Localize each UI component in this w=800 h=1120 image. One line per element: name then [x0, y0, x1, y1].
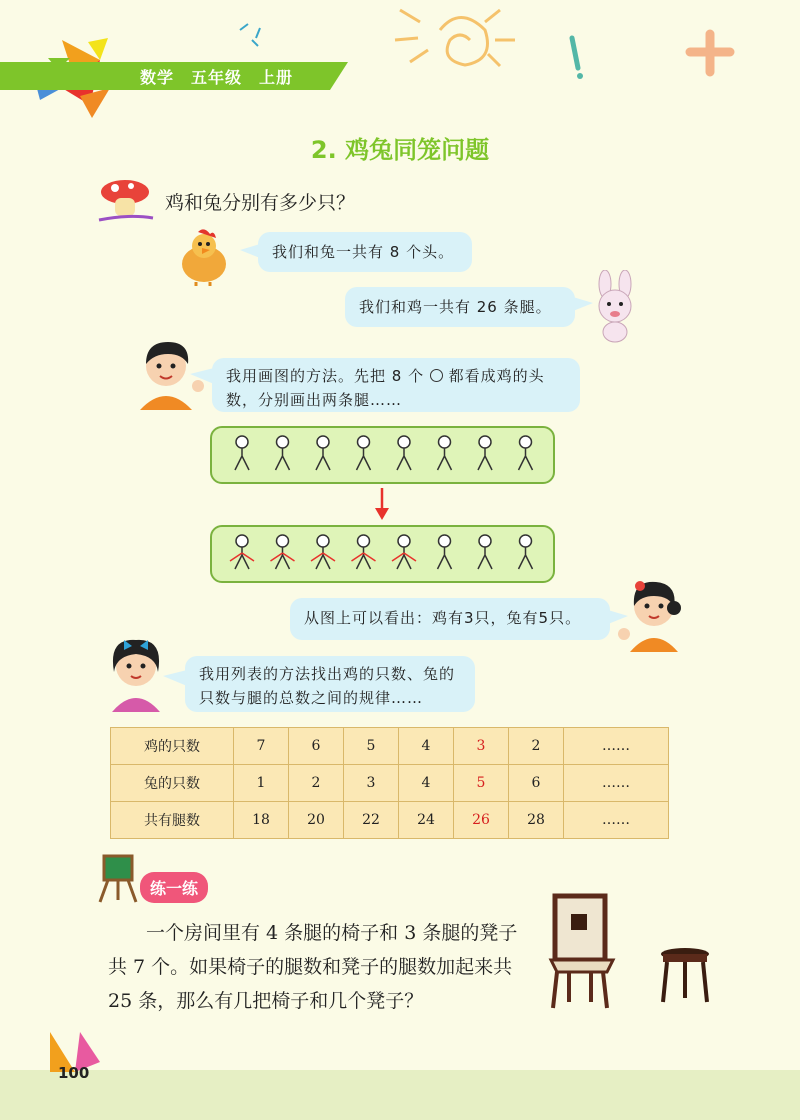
table-cell: 1	[234, 765, 289, 802]
girl-avatar-icon-2	[100, 636, 172, 712]
bubble-text: 我们和鸡一共有 26 条腿。	[359, 298, 552, 316]
bottom-band	[0, 1070, 800, 1120]
table-cell-ellipsis: ……	[564, 728, 669, 765]
exclamation-icon	[572, 38, 578, 68]
rabbit-figure	[392, 535, 416, 569]
speech-bubble-girl-2	[185, 656, 475, 712]
plus-icon	[690, 34, 730, 72]
speech-bubble-boy	[212, 358, 580, 412]
rabbit-figure	[271, 535, 295, 569]
chicken-figure	[438, 535, 452, 569]
table-cell: 26	[454, 802, 509, 839]
table-cell-ellipsis: ……	[564, 802, 669, 839]
sun-icon	[395, 10, 515, 66]
circle-icon	[430, 369, 443, 382]
table-row	[111, 802, 669, 839]
speech-bubble-rabbit	[345, 287, 575, 327]
bubble-text: 我用列表的方法找出鸡的只数、兔的只数与腿的总数之间的规律……	[199, 665, 456, 707]
table-cell: 3	[344, 765, 399, 802]
chicken-figure	[357, 436, 371, 470]
data-table	[110, 727, 669, 839]
table-body	[111, 728, 669, 839]
table-cell: 20	[289, 802, 344, 839]
stool-icon	[661, 948, 709, 1002]
question-text: 鸡和兔分别有多少只？	[165, 192, 356, 214]
table-cell: 6	[289, 728, 344, 765]
table-cell: 7	[234, 728, 289, 765]
rabbit-figure	[352, 535, 376, 569]
table-cell: 4	[399, 765, 454, 802]
table-cell: 2	[509, 728, 564, 765]
table-cell: 5	[454, 765, 509, 802]
page-number: 100	[58, 1064, 90, 1082]
chicken-figure	[276, 436, 290, 470]
chalkboard-icon	[96, 852, 140, 904]
table-cell: 6	[509, 765, 564, 802]
chair-and-stool-image	[545, 892, 715, 1012]
rabbit-figure	[311, 535, 335, 569]
header-text: 数学 五年级 上册	[140, 68, 294, 87]
arrow-down-icon	[372, 488, 392, 522]
rabbit-figure	[230, 535, 254, 569]
chicken-figure	[397, 436, 411, 470]
speech-bubble-chicken	[258, 232, 472, 272]
table-cell: 24	[399, 802, 454, 839]
chicken-figure	[316, 436, 330, 470]
bubble-text: 从图上可以看出：鸡有3只，兔有5只。	[304, 609, 582, 627]
bubble-text: 我们和兔一共有 8 个头。	[272, 243, 455, 261]
practice-text: 一个房间里有 4 条腿的椅子和 3 条腿的凳子共 7 个。如果椅子的腿数和凳子的腿数加起来共 25 条，那么有几把椅子和几个凳子？	[108, 922, 518, 1012]
table-row	[111, 728, 669, 765]
rabbit-icon	[585, 270, 645, 344]
sparkle-icon	[240, 24, 260, 46]
diagram-box-mixed	[210, 525, 555, 583]
practice-badge: 练一练	[140, 872, 208, 903]
table-cell: 4	[399, 728, 454, 765]
row-header: 兔的只数	[111, 765, 234, 802]
chicken-figure	[235, 436, 249, 470]
table-row	[111, 765, 669, 802]
table-cell: 22	[344, 802, 399, 839]
table-cell: 2	[289, 765, 344, 802]
chicken-figure	[438, 436, 452, 470]
mixed-figures	[212, 527, 553, 581]
table-cell: 5	[344, 728, 399, 765]
chicken-figure	[519, 436, 533, 470]
chicken-figures	[212, 428, 553, 482]
chicken-figure	[519, 535, 533, 569]
chair-icon	[551, 896, 613, 1008]
diagram-box-chickens	[210, 426, 555, 484]
mushroom-pencil-icon	[95, 176, 155, 224]
section-title: 2. 鸡兔同笼问题	[310, 136, 490, 164]
bubble-text-part2: 都看成鸡的头数，分别画出两条腿……	[226, 367, 545, 409]
chicken-icon	[176, 228, 232, 286]
table-cell-ellipsis: ……	[564, 765, 669, 802]
row-header: 鸡的只数	[111, 728, 234, 765]
table-cell: 28	[509, 802, 564, 839]
row-header: 共有腿数	[111, 802, 234, 839]
bubble-text-part1: 我用画图的方法。先把 8 个	[226, 367, 430, 385]
table-cell: 3	[454, 728, 509, 765]
chicken-figure	[478, 436, 492, 470]
table-cell: 18	[234, 802, 289, 839]
chicken-figure	[478, 535, 492, 569]
speech-bubble-girl-1	[290, 598, 610, 640]
